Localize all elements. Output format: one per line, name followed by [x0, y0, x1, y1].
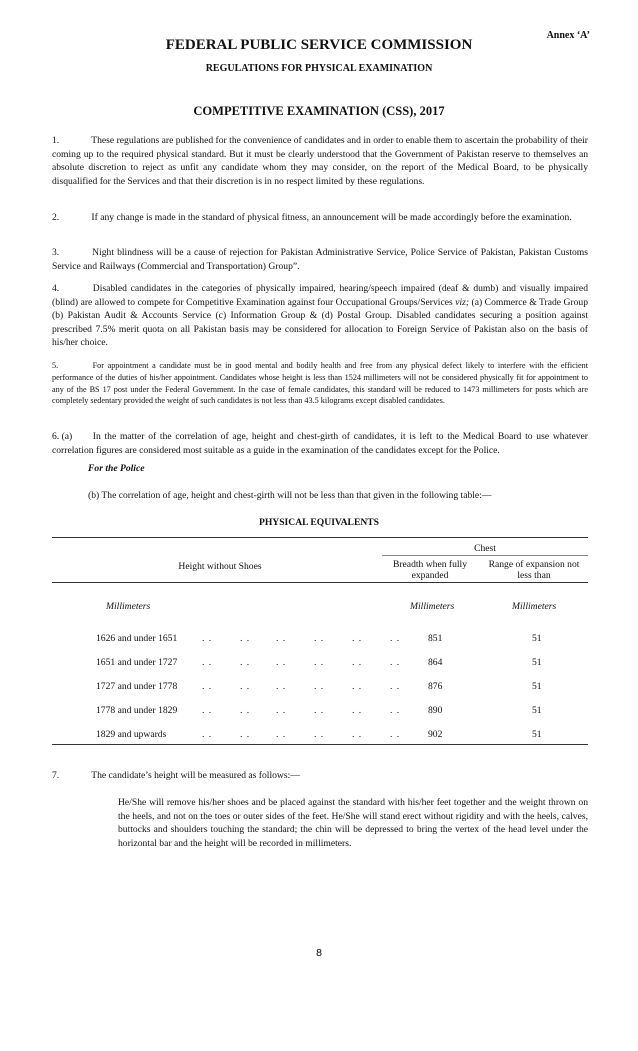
leader-dots: . . [314, 681, 325, 692]
paragraph-4 [52, 282, 588, 350]
range-column-header: Range of expansion not less than [488, 559, 580, 581]
document-title: FEDERAL PUBLIC SERVICE COMMISSION [165, 37, 473, 53]
height-column-header: Height without Shoes [178, 561, 262, 572]
leader-dots: . . [202, 633, 213, 644]
leader-dots: . . [240, 681, 251, 692]
breadth-cell: 876 [428, 681, 443, 692]
paragraph-2 [52, 211, 588, 225]
chest-rule [382, 555, 588, 556]
range-cell: 51 [532, 705, 542, 716]
paragraph-text: The candidate’s height will be measured as follows:— [91, 770, 300, 781]
range-cell: 51 [532, 657, 542, 668]
leader-dots: . . [352, 729, 363, 740]
breadth-unit-label: Millimeters [410, 601, 455, 612]
paragraph-text: These regulations are published for the convenience of candidates and in order to enable them to ascertain the probability of their coming up to the required physical standard. But it must be clearly understood that the Government of Pakistan reserve to themselves an absolute discretion to reject as unfit any candidate whom they may consider, on the report of the Medical Board, to be physically disqualified for the Services and that their discretion is in no respect limited by these regulations. [52, 135, 588, 187]
paragraph-number: 7. [52, 770, 60, 781]
paragraph-text: In the matter of the correlation of age, height and chest-girth of candidates, it is left to the Medical Board to use whatever correlation figures are considered most suitable as a guide in the examination of the candidates except for the Police. [52, 431, 588, 456]
paragraph-7-detail: He/She will remove his/her shoes and be placed against the standard with his/her feet together and the weight thrown on the heels, and not on the toes or outer sides of the feet. He/She will stand erect without rigidity and with the heels, calves, buttocks and shoulders touching the standard; the chin will be depressed to bring the vertex of the head level under the horizontal bar and the height will be recorded in millimeters. [118, 797, 588, 849]
leader-dots: . . [202, 657, 213, 668]
table-header-rule [52, 582, 588, 583]
paragraph-6b: (b) The correlation of age, height and chest-girth will not be less than that given in the following table:— [88, 490, 492, 501]
range-cell: 51 [532, 633, 542, 644]
leader-dots: . . [390, 729, 401, 740]
leader-dots: . . [314, 729, 325, 740]
paragraph-number: 4. [52, 283, 60, 294]
breadth-cell: 851 [428, 633, 443, 644]
paragraph-number: 3. [52, 247, 60, 258]
leader-dots: . . [314, 633, 325, 644]
leader-dots: . . [390, 657, 401, 668]
height-cell: 1651 and under 1727 [96, 657, 178, 668]
table-top-rule [52, 537, 588, 538]
height-cell: 1626 and under 1651 [96, 633, 178, 644]
document-subtitle: REGULATIONS FOR PHYSICAL EXAMINATION [205, 63, 433, 74]
leader-dots: . . [352, 681, 363, 692]
paragraph-viz: viz; [455, 296, 470, 308]
paragraph-3 [52, 246, 588, 273]
leader-dots: . . [390, 705, 401, 716]
leader-dots: . . [352, 705, 363, 716]
paragraph-7 [52, 770, 300, 781]
paragraph-5 [52, 360, 588, 407]
breadth-cell: 890 [428, 705, 443, 716]
leader-dots: . . [202, 705, 213, 716]
paragraph-text: Disabled candidates in the categories of physically impaired, hearing/speech impaired (deaf & dumb) and visually impaired (blind) are allowed to compete for Competitive Examination against four Occupational Groups/Services [52, 283, 588, 308]
annex-label: Annex ‘A’ [546, 30, 590, 41]
paragraph-text: Night blindness will be a cause of rejection for Pakistan Administrative Service, Police Service of Pakistan, Pakistan Customs Service and Railways (Commercial and Transportation) Group”. [52, 247, 588, 272]
leader-dots: . . [276, 729, 287, 740]
leader-dots: . . [352, 657, 363, 668]
leader-dots: . . [276, 705, 287, 716]
paragraph-number: 2. [52, 212, 60, 223]
chest-header: Chest [474, 543, 496, 554]
leader-dots: . . [390, 633, 401, 644]
police-subheading: For the Police [88, 463, 145, 474]
leader-dots: . . [276, 633, 287, 644]
height-cell: 1727 and under 1778 [96, 681, 178, 692]
paragraph-number: 6. (a) [52, 431, 73, 442]
range-cell: 51 [532, 729, 542, 740]
range-cell: 51 [532, 681, 542, 692]
height-cell: 1829 and upwards [96, 729, 167, 740]
exam-heading: COMPETITIVE EXAMINATION (CSS), 2017 [193, 104, 445, 118]
leader-dots: . . [240, 633, 251, 644]
range-unit-label: Millimeters [512, 601, 557, 612]
leader-dots: . . [276, 657, 287, 668]
leader-dots: . . [240, 729, 251, 740]
breadth-cell: 864 [428, 657, 443, 668]
leader-dots: . . [240, 657, 251, 668]
leader-dots: . . [314, 657, 325, 668]
paragraph-text: For appointment a candidate must be in good mental and bodily health and free from any physical defect likely to interfere with the efficient performance of the duties of his/her appointment. Candidates whose height is less than 1524 millimeters will not be considered physically fit for appointment to any of the BS 17 post under the Federal Government. In the case of female candidates, this standard will be reduced to 1473 millimeters for posts which are completely sedentary provided the weight of such candidates is not less than 43.5 kilograms except disabled candidates. [52, 361, 589, 406]
leader-dots: . . [202, 729, 213, 740]
paragraph-text: If any change is made in the standard of physical fitness, an announcement will be made accordingly before the examination. [91, 212, 572, 223]
leader-dots: . . [240, 705, 251, 716]
page-number: 8 [315, 948, 323, 959]
table-title: PHYSICAL EQUIVALENTS [258, 517, 380, 528]
height-cell: 1778 and under 1829 [96, 705, 178, 716]
leader-dots: . . [202, 681, 213, 692]
paragraph-number: 5. [52, 361, 59, 370]
breadth-cell: 902 [428, 729, 443, 740]
leader-dots: . . [352, 633, 363, 644]
paragraph-number: 1. [52, 135, 60, 146]
breadth-column-header: Breadth when fully expanded [392, 559, 468, 581]
paragraph-1 [52, 134, 588, 188]
table-bottom-rule [52, 744, 588, 745]
leader-dots: . . [314, 705, 325, 716]
leader-dots: . . [390, 681, 401, 692]
height-unit-label: Millimeters [106, 601, 151, 612]
paragraph-6a [52, 430, 588, 457]
leader-dots: . . [276, 681, 287, 692]
paragraph-text: (a) Commerce & Trade Group (b) Pakistan Audit & Accounts Service (c) Information Group & (d) Postal Group. Disabled candidates securing a position against prescribed 7.5% merit quota on all Pakistan basis may be considered for allocation to Foreign Service of Pakistan also on the basis of his/her choice. [52, 296, 589, 348]
